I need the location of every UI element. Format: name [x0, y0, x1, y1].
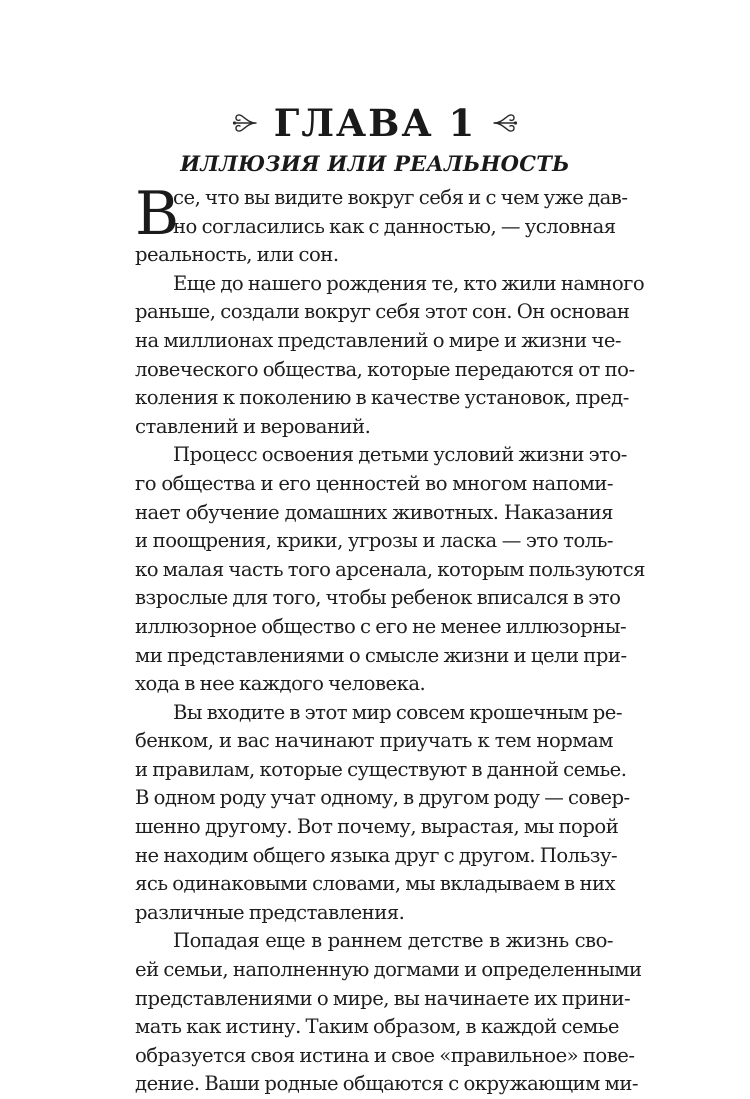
text-line: на миллионах представлений о мире и жизни че-	[135, 328, 622, 352]
text-line: и поощрения, крики, угрозы и ласка — это толь-	[135, 529, 613, 553]
chapter-number-row	[0, 100, 750, 146]
body-text	[135, 179, 646, 1099]
text-line: Процесс освоения детьми условий жизни это-	[173, 443, 627, 467]
text-line: иллюзорное общество с его не менее иллюзорны-	[135, 614, 627, 638]
text-line: хода в нее каждого человека.	[135, 672, 426, 696]
text-line: го общества и его ценностей во многом напоми-	[135, 471, 613, 495]
text-line: раньше, создали вокруг себя этот сон. Он основан	[135, 300, 630, 324]
text-line: не находим общего языка друг с другом. Пользу-	[135, 843, 618, 867]
text-line: ясь одинаковыми словами, мы вкладываем в них	[135, 872, 616, 896]
flourish-right-icon	[492, 113, 518, 133]
text-line: бенком, и вас начинают приучать к тем нормам	[135, 729, 613, 753]
chapter-number: ГЛАВА 1	[273, 101, 477, 145]
text-line: ловеческого общества, которые передаются от по-	[135, 357, 635, 381]
text-line: различные представления.	[135, 900, 405, 924]
text-line: Попадая еще в раннем детстве в жизнь сво-	[173, 929, 613, 953]
text-line: се, что вы видите вокруг себя и с чем уже дав-	[173, 186, 628, 209]
flourish-left-icon	[232, 113, 258, 133]
text-line: и правилам, которые существуют в данной семье.	[135, 757, 627, 781]
text-line: но согласились как с данностью, — условная	[173, 214, 616, 238]
text-line: дение. Ваши родные общаются с окружающим ми-	[135, 1072, 638, 1096]
text-line: ставлений и верований.	[135, 414, 371, 438]
text-line: Вы входите в этот мир совсем крошечным ре-	[173, 700, 622, 724]
text-line: В одном роду учат одному, в другом роду — совер-	[135, 786, 630, 810]
text-line: шенно другому. Вот почему, вырастая, мы порой	[135, 815, 619, 839]
text-line: взрослые для того, чтобы ребенок вписался в это	[135, 586, 621, 610]
text-line: ми представлениями о смысле жизни и цели при-	[135, 643, 627, 667]
text-line: Еще до нашего рождения те, кто жили намного	[173, 271, 645, 295]
text-line: ко малая часть того арсенала, которым пользуются	[135, 557, 646, 581]
text-line: коления к поколению в качестве установок, пред-	[135, 386, 629, 410]
text-line: ей семьи, наполненную догмами и определенными	[135, 958, 642, 982]
text-line: образуется своя истина и свое «правильное» пове-	[135, 1043, 635, 1067]
chapter-heading	[0, 100, 750, 178]
text-line: представлениями о мире, вы начинаете их прини-	[135, 986, 631, 1010]
text-line: мать как истину. Таким образом, в каждой семье	[135, 1015, 619, 1039]
drop-cap: В	[135, 179, 180, 249]
text-line: нает обучение домашних животных. Наказания	[135, 500, 613, 524]
chapter-title: ИЛЛЮЗИЯ ИЛИ РЕАЛЬНОСТЬ	[180, 151, 570, 176]
text-line: реальность, или сон.	[135, 243, 339, 267]
